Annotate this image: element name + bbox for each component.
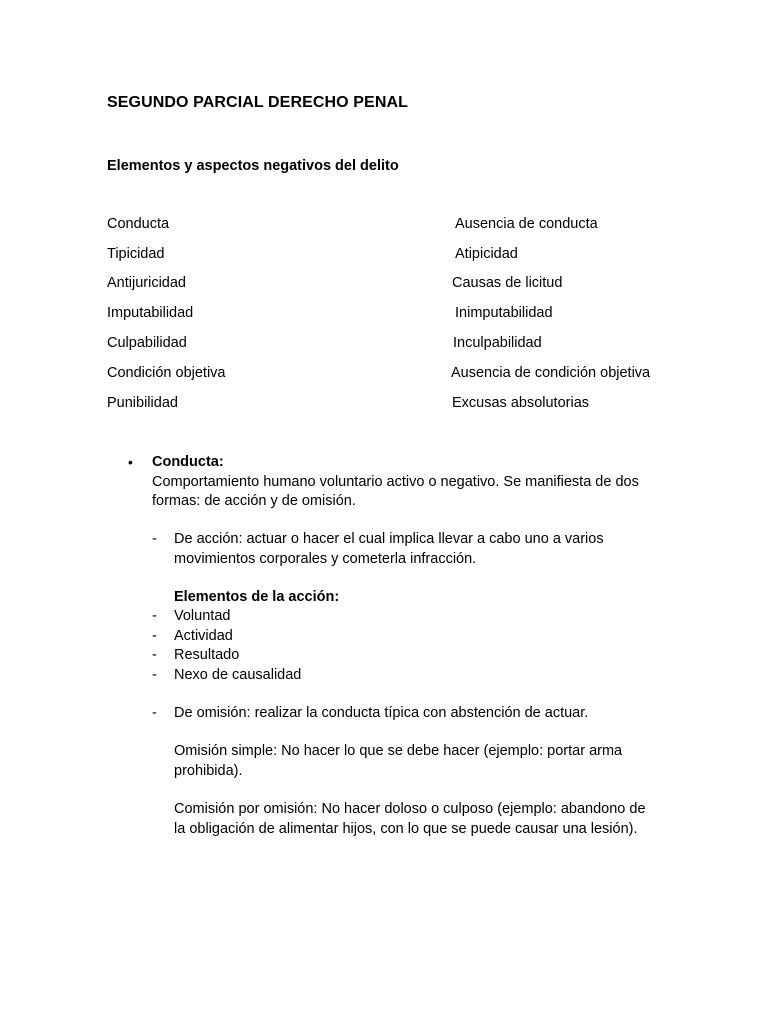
element-positive: Punibilidad: [107, 394, 178, 411]
bullet-text: Comportamiento humano voluntario activo o negativo. Se manifiesta de dos formas: de acción y de omisión.: [152, 473, 639, 509]
table-row: [0, 365, 768, 385]
list-item-text: Resultado: [174, 647, 240, 663]
element-positive: Imputabilidad: [107, 305, 194, 321]
element-positive: Condición objetiva: [107, 364, 226, 381]
element-negative: Causas de licitud: [452, 275, 563, 291]
element-negative: Inculpabilidad: [453, 334, 542, 351]
element-negative: Atipicidad: [455, 245, 518, 262]
list-item-text: Actividad: [174, 627, 233, 644]
elements-heading: Elementos de la acción:: [174, 589, 340, 605]
element-positive: Antijuricidad: [107, 275, 186, 291]
section-subtitle: Elementos y aspectos negativos del delito: [107, 158, 399, 174]
omision-simple-text: Omisión simple: No hacer lo que se debe hacer (ejemplo: portar arma prohibida).: [174, 743, 623, 779]
table-row: [0, 216, 768, 236]
element-negative: Ausencia de condición objetiva: [451, 364, 651, 381]
dash-marker: -: [152, 608, 157, 624]
dash-marker: -: [152, 705, 157, 721]
dash-marker: -: [152, 531, 157, 547]
bullet-marker: •: [128, 454, 133, 470]
table-row: [0, 246, 768, 266]
element-negative: Ausencia de conducta: [455, 216, 598, 232]
list-item-text: Voluntad: [174, 608, 231, 624]
list-item-text: De acción: actuar o hacer el cual implica llevar a cabo uno a varios movimientos corporales y cometerla infracción.: [174, 531, 604, 567]
page-title: SEGUNDO PARCIAL DERECHO PENAL: [107, 94, 409, 111]
element-negative: Excusas absolutorias: [452, 394, 590, 411]
bullet-heading: Conducta:: [152, 454, 224, 470]
dash-marker: -: [152, 666, 157, 683]
comision-por-omision-text: Comisión por omisión: No hacer doloso o culposo (ejemplo: abandono de la obligación de alimentar hijos, con lo que se puede causar una lesión).: [174, 801, 646, 837]
element-positive: Conducta: [107, 216, 170, 232]
table-row: [0, 395, 768, 415]
element-positive: Culpabilidad: [107, 334, 187, 351]
table-row: [0, 335, 768, 355]
list-item-text: Nexo de causalidad: [174, 666, 302, 683]
dash-marker: -: [152, 647, 157, 663]
table-row: [0, 305, 768, 325]
dash-marker: -: [152, 627, 157, 644]
table-row: [0, 275, 768, 295]
list-item-text: De omisión: realizar la conducta típica con abstención de actuar.: [174, 705, 589, 721]
element-negative: Inimputabilidad: [455, 305, 553, 321]
bullet-content: [152, 453, 672, 512]
element-positive: Tipicidad: [107, 245, 165, 262]
